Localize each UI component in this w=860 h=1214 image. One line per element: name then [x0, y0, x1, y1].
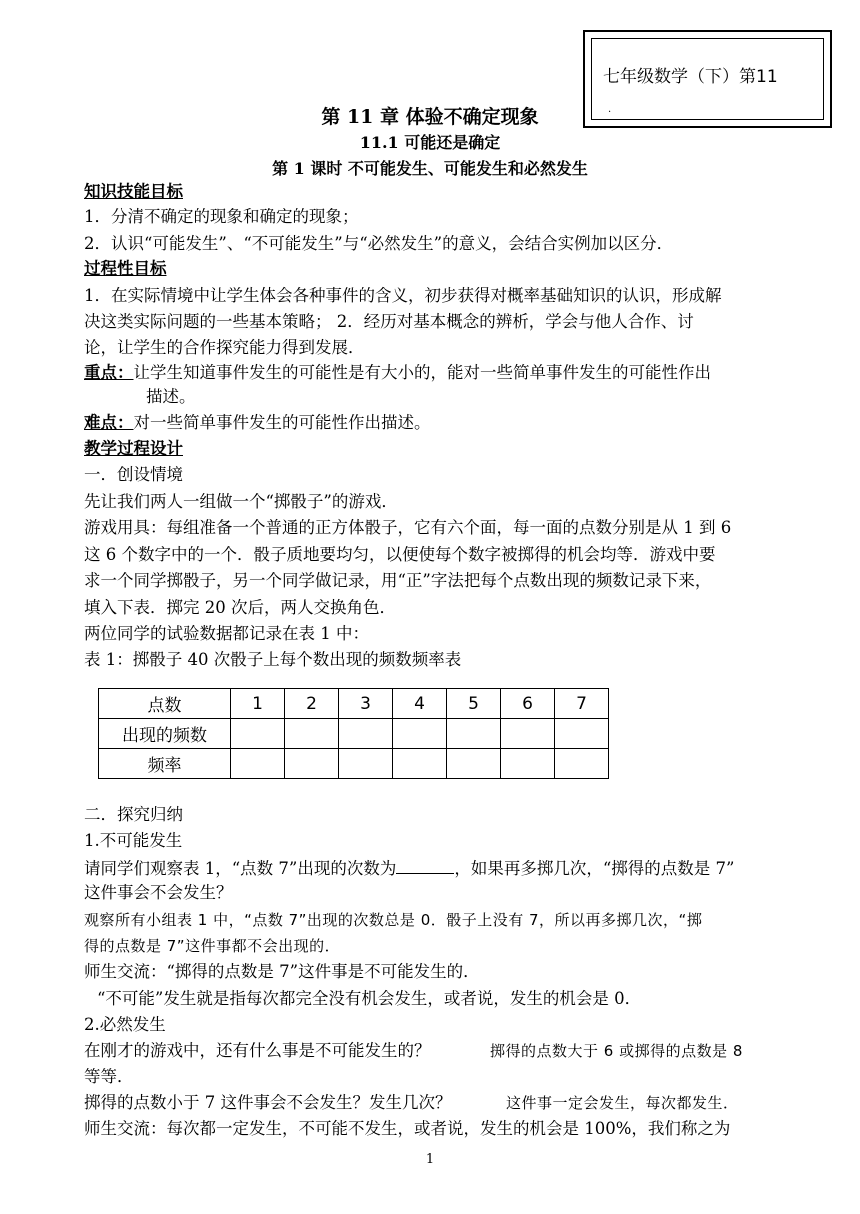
focus-text: 让学生知道事件发生的可能性是有大小的，能对一些简单事件发生的可能性作出 [133, 363, 711, 382]
focus-label: 重点： [84, 363, 134, 382]
table-cell-empty [501, 719, 555, 749]
section-1-heading: 一．创设情境 [84, 465, 183, 484]
difficulty-point [84, 412, 431, 434]
difficulty-text: 对一些简单事件发生的可能性作出描述。 [133, 413, 431, 432]
question-1 [84, 857, 734, 880]
chapter-title: 第 11 章 体验不确定现象 [321, 106, 539, 128]
process-goal-line-1: 1．在实际情境中让学生体会各种事件的含义，初步获得对概率基础知识的认识，形成解 [84, 286, 722, 305]
answer-1-line-1: 观察所有小组表 1 中，“点数 7”出现的次数总是 0．骰子上没有 7，所以再多掷几次，“掷 [84, 911, 703, 929]
intro-line-3: 这 6 个数字中的一个．骰子质地要均匀，以便使每个数字被掷得的机会均等．游戏中要 [84, 545, 716, 564]
answer-2-cont: 等等． [84, 1067, 134, 1086]
intro-line-4: 求一个同学掷骰子，另一个同学做记录，用“正”字法把每个点数出现的频数记录下来， [84, 571, 712, 590]
intro-line-6: 两位同学的试验数据都记录在表 1 中： [84, 624, 369, 643]
table-row [99, 689, 609, 719]
table-cell-empty [285, 719, 339, 749]
table-col-5: 5 [447, 689, 501, 719]
question-2: 在刚才的游戏中，还有什么事是不可能发生的？ [84, 1041, 431, 1060]
question-3: 掷得的点数小于 7 这件事会不会发生？发生几次？ [84, 1093, 452, 1112]
table-col-1: 1 [231, 689, 285, 719]
focus-text-cont: 描述。 [146, 387, 196, 406]
table-row-label-points: 点数 [99, 689, 231, 719]
table-row-label-frequency-rate: 频率 [99, 749, 231, 779]
table-cell-empty [339, 749, 393, 779]
knowledge-goals-heading: 知识技能目标 [84, 182, 183, 201]
table-cell-empty [393, 749, 447, 779]
answer-blank [396, 857, 454, 874]
table-col-7: 7 [555, 689, 609, 719]
table-caption: 表 1：掷骰子 40 次骰子上每个数出现的频数频率表 [84, 650, 462, 669]
knowledge-goal-2: 2．认识“可能发生”、“不可能发生”与“必然发生”的意义，会结合实例加以区分． [84, 234, 674, 253]
table-cell-empty [555, 719, 609, 749]
table-cell-empty [393, 719, 447, 749]
answer-3: 这件事一定会发生，每次都发生． [506, 1094, 739, 1112]
process-goals-heading: 过程性目标 [84, 259, 167, 278]
table-cell-empty [339, 719, 393, 749]
table-row [99, 719, 609, 749]
section-title: 11.1 可能还是确定 [359, 133, 501, 152]
grade-label: 七年级数学（下）第11 [603, 67, 778, 87]
question-1-cont: 这件事会不会发生？ [84, 883, 233, 902]
table-cell-empty [555, 749, 609, 779]
table-col-2: 2 [285, 689, 339, 719]
question-1-part-a: 请同学们观察表 1，“点数 7”出现的次数为 [84, 859, 397, 878]
intro-line-1: 先让我们两人一组做一个“掷骰子”的游戏． [84, 492, 398, 511]
teacher-student-2: 师生交流：每次都一定发生，不可能不发生，或者说，发生的机会是 100%，我们称之为 [84, 1119, 731, 1138]
table-col-4: 4 [393, 689, 447, 719]
table-col-6: 6 [501, 689, 555, 719]
page-number: 1 [425, 1152, 435, 1167]
question-1-part-b: ，如果再多掷几次，“掷得的点数是 7” [454, 859, 735, 878]
impossible-definition: “不可能”发生就是指每次都完全没有机会发生，或者说，发生的机会是 0． [97, 989, 642, 1008]
answer-1-line-2: 得的点数是 7”这件事都不会出现的． [84, 937, 341, 955]
process-goal-line-3: 论，让学生的合作探究能力得到发展． [84, 338, 365, 357]
table-col-3: 3 [339, 689, 393, 719]
knowledge-goal-1: 1．分清不确定的现象和确定的现象； [84, 207, 359, 226]
intro-line-5: 填入下表．掷完 20 次后，两人交换角色． [84, 598, 396, 617]
intro-line-2: 游戏用具：每组准备一个普通的正方体骰子，它有六个面，每一面的点数分别是从 1 到 6 [84, 518, 732, 537]
table-cell-empty [231, 749, 285, 779]
subsection-certain: 2.必然发生 [84, 1015, 166, 1034]
box-dot: . [608, 104, 612, 115]
frequency-table [98, 688, 609, 779]
table-row [99, 749, 609, 779]
section-2-heading: 二．探究归纳 [84, 805, 183, 824]
difficulty-label: 难点： [84, 413, 134, 432]
lesson-title: 第 1 课时 不可能发生、可能发生和必然发生 [272, 159, 588, 178]
process-goal-line-2: 决这类实际问题的一些基本策略； 2．经历对基本概念的辨析，学会与他人合作、讨 [84, 312, 694, 331]
focus-point [84, 362, 711, 384]
subsection-impossible: 1.不可能发生 [84, 831, 183, 850]
teaching-design-heading: 教学过程设计 [84, 439, 183, 458]
teacher-student-1: 师生交流：“掷得的点数是 7”这件事是不可能发生的． [84, 962, 480, 981]
table-row-label-frequency-count: 出现的频数 [99, 719, 231, 749]
table-cell-empty [231, 719, 285, 749]
table-cell-empty [447, 719, 501, 749]
table-cell-empty [285, 749, 339, 779]
answer-2: 掷得的点数大于 6 或掷得的点数是 8 [490, 1042, 743, 1060]
table-cell-empty [447, 749, 501, 779]
table-cell-empty [501, 749, 555, 779]
